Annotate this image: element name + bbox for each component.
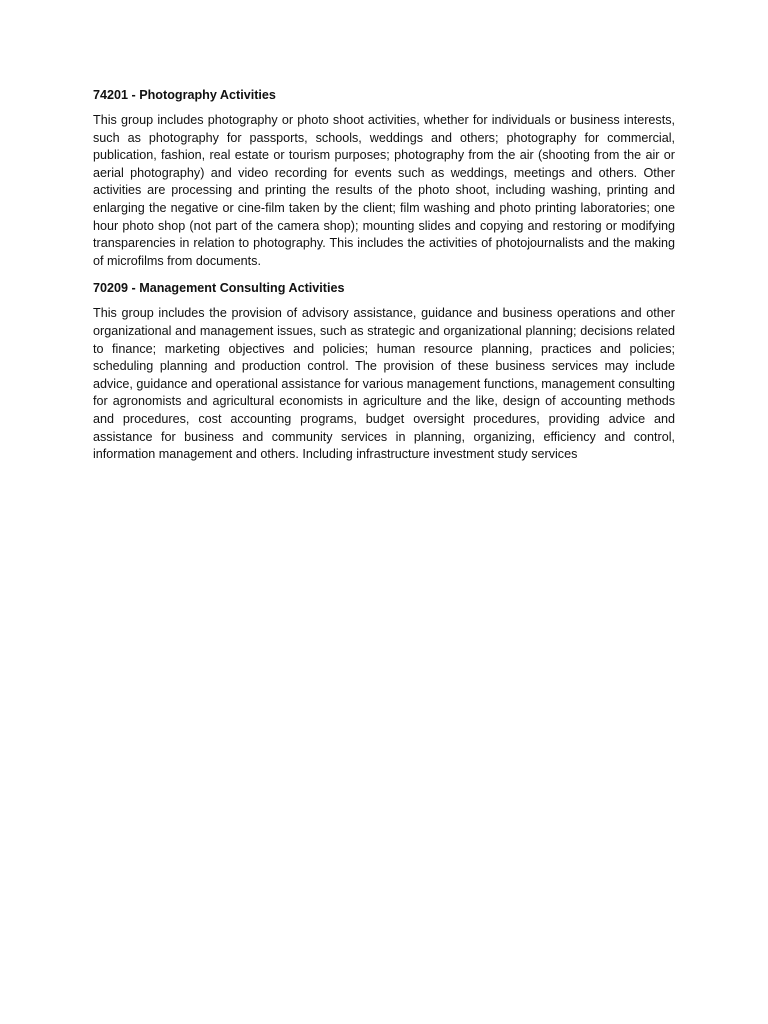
section-heading: 74201 - Photography Activities — [93, 88, 276, 102]
document-page — [93, 86, 675, 473]
section-body: This group includes photography or photo shoot activities, whether for individuals or business interests, such as photography for passports, schools, weddings and others; photography for commercial, publication, fashion, real estate or tourism purposes; photography from the air (shooting from the air or aerial photography) and video recording for events such as weddings, meetings and others. Other activities are processing and printing the results of the photo shoot, including washing, printing and enlarging the negative or cine-film taken by the client; film washing and photo printing laboratories; one hour photo shop (not part of the camera shop); mounting slides and copying and restoring or modifying transparencies in relation to photography. This includes the activities of photojournalists and the making of microfilms from documents. — [93, 113, 675, 268]
section-photography — [93, 86, 675, 270]
section-heading: 70209 - Management Consulting Activities — [93, 281, 345, 296]
section-body: This group includes the provision of advisory assistance, guidance and business operations and other organizational and management issues, such as strategic and organizational planning; decisions related to finance; marketing objectives and policies; human resource planning, practices and policies; scheduling planning and production control. The provision of these business services may include advice, guidance and operational assistance for various management functions, management consulting for agronomists and agricultural economists in agriculture and the like, design of accounting methods and procedures, cost accounting programs, budget oversight procedures, providing advice and assistance for business and community services in planning, organizing, efficiency and control, information management and others. Including infrastructure investment study services — [93, 306, 675, 462]
section-management-consulting — [93, 279, 675, 463]
